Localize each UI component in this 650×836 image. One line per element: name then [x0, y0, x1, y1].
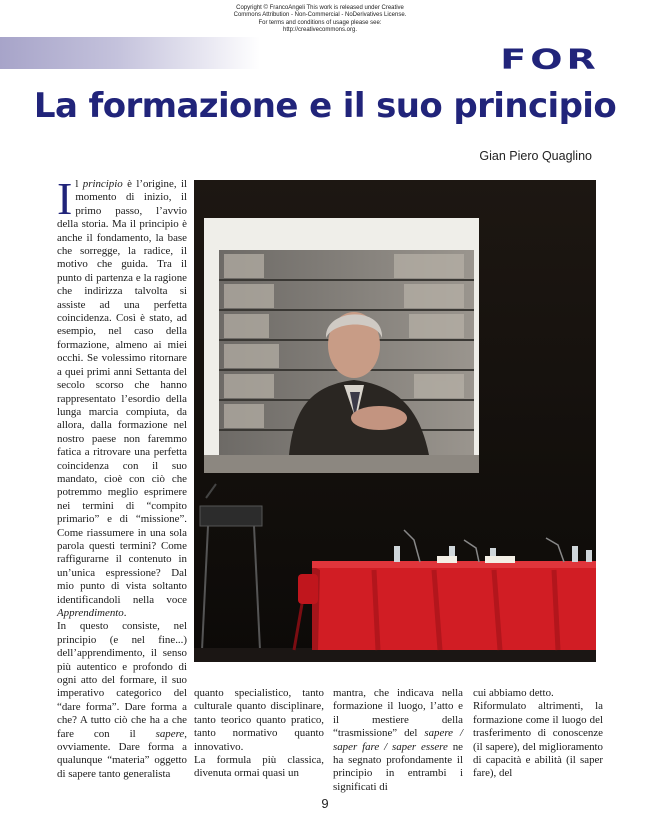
paragraph: cui abbiamo detto.: [473, 687, 554, 699]
copyright-line: http://creativecommons.org.: [282, 27, 358, 34]
section-label: FOR: [500, 42, 600, 76]
paragraph: Riformulato altrimenti, la formazione come il luogo del trasferimento di conoscenze (il sapere), del miglioramento di capacità e abilità (il saper fare), del: [473, 700, 603, 780]
page-number: 9: [321, 796, 329, 811]
paragraph: mantra, che indicava nella formazione il luogo, l’atto e il mestiere della “trasmissione” del sapere / saper fare / saper essere ne ha segnato profondamente il principio in entrambi i significati di: [333, 687, 463, 793]
paragraph: In questo consiste, nel principio (e nel fine...) dell’apprendimento, il senso più autentico e profondo di ogni atto del formare, il suo imperativo categorico del “dare forma”. Dare forma a che? A tutto ciò che ha a che fare con il sapere, ovviamente. Dare forma a qualunque “materia” oggetto di sapere tanto generalista: [57, 620, 187, 780]
copyright-line: Copyright © FrancoAngeli This work is released under Creative: [236, 5, 404, 11]
article-title: La formazione e il suo principio: [33, 86, 617, 126]
body-column-4: [473, 687, 603, 781]
copyright-line: Commons Attribution - Non-Commercial - NoDerivatives License.: [233, 12, 407, 19]
header-gradient-band: [0, 37, 260, 69]
paragraph: quanto specialistico, tanto culturale quanto disciplinare, tanto teorico quanto pratico, tanto normativo quanto innovativo.: [194, 687, 324, 753]
copyright-notice: [215, 5, 425, 35]
section-logo-for: [470, 36, 630, 76]
body-column-3: [333, 687, 463, 794]
article-author: Gian Piero Quaglino: [479, 149, 592, 163]
paragraph: La formula più classica, divenuta ormai quasi un: [194, 754, 324, 780]
copyright-line: For terms and conditions of usage please see:: [258, 19, 382, 26]
paragraph: Il principio è l’origine, il momento di inizio, il primo passo, l’avvio della storia. Ma il principio è anche il fondamento, la base che sorregge, la radice, il motivo che guida. Tra il punto di partenza e la ragione che indirizza talvolta si assiste ad una perfetta coincidenza. Così è stato, ad esempio, nel caso della formazione, almeno ai miei occhi. Se volessimo ritornare a quei primi anni Settanta del secolo scorso che hanno rappresentato l’esordio della lunga marcia compiuta, da allora, dalla formazione nel nostro paese non faremmo fatica a ritrovare una perfetta coincidenza con il suo mandato, cioè con ciò che potremmo meglio esprimere nei termini di “compito primario” e di “missione”. Come riassumere in una sola parola questi termini? Come raffigurarne il contenuto in un’unica espressione? Dal mio punto di vista soltanto identificandoli nella voce Apprendimento.: [57, 173, 188, 619]
drop-cap: I: [57, 173, 73, 224]
body-column-1: [57, 173, 188, 781]
article-photo: [194, 180, 596, 662]
body-column-2: [194, 687, 324, 781]
